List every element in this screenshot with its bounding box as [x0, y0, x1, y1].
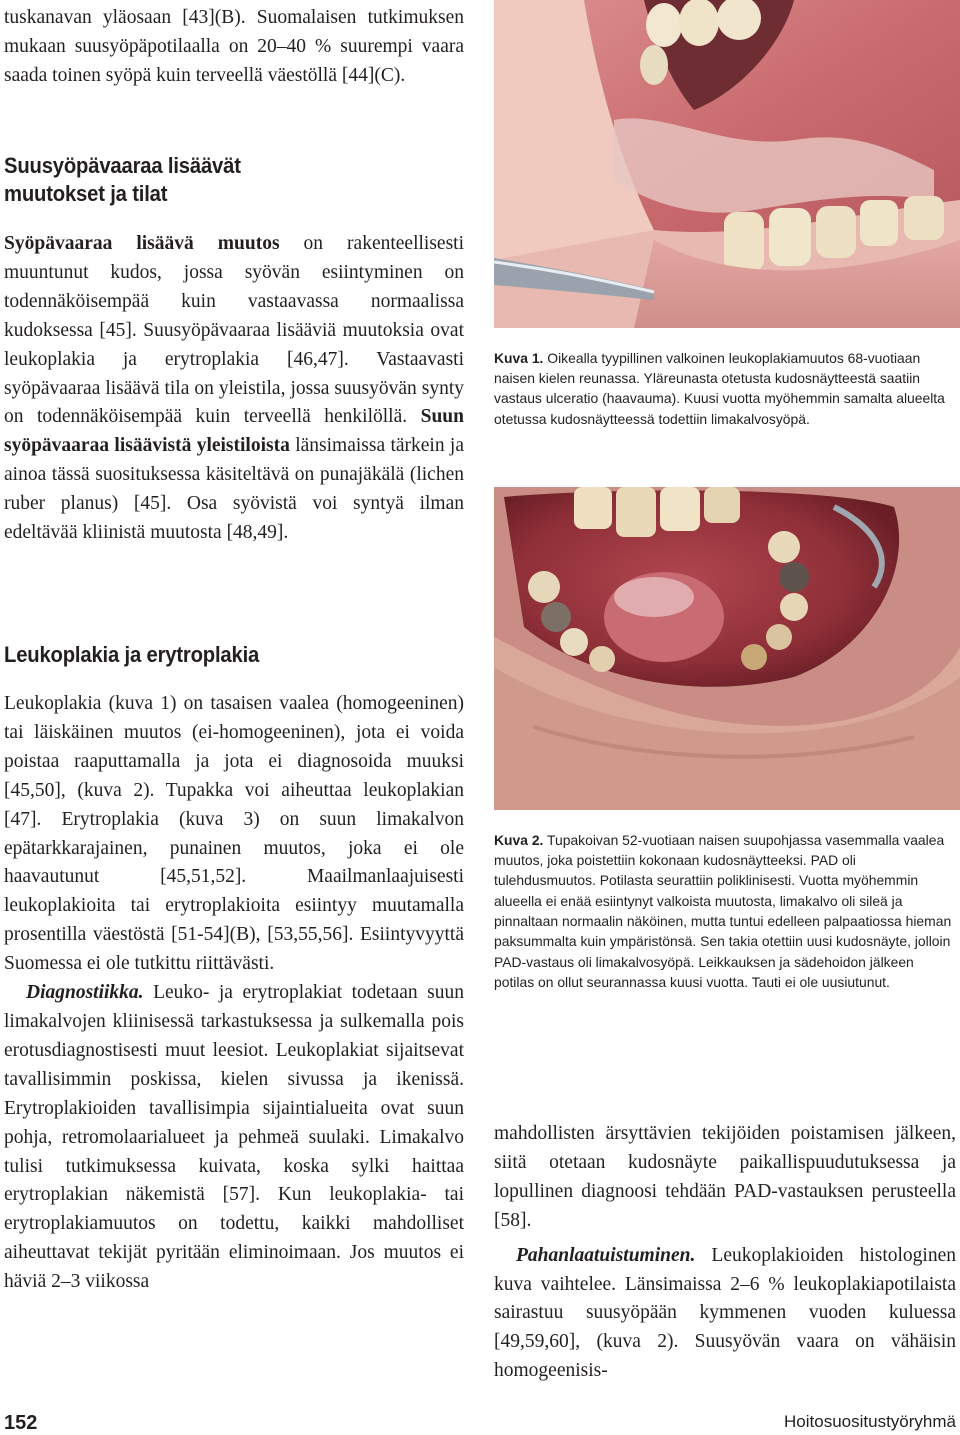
heading-leukoplakia: Leukoplakia ja erytroplakia	[4, 642, 260, 667]
section-heading-risk-changes	[4, 152, 464, 208]
diagnostics-label: Diagnostiikka.	[26, 982, 144, 1004]
malignancy-label: Pahanlaatuistuminen.	[516, 1244, 696, 1266]
figure-2-caption	[494, 816, 956, 1006]
page-number: 152	[4, 1412, 38, 1434]
biopsy-paragraph: mahdollisten ärsyttävien tekijöiden poistamisen jälkeen, siitä otetaan kudosnäyte paikallispuudutuksessa ja lopullinen diagnoosi tehdään PAD-vastauksen perusteella [58].	[494, 1123, 956, 1231]
malignancy-text: Leukoplakioiden histologinen kuva vaihtelee. Länsimaissa 2–6 % leukoplakiapotilaista sairastuu suusyöpään kymmenen vuoden kuluessa [49,59,60], (kuva 2). Suusyövän vaara on vähäisin homogeenisis-	[494, 1244, 956, 1382]
diagnostics-paragraph	[4, 979, 464, 1297]
leukoplakia-text	[4, 690, 464, 1297]
figure-1-caption	[494, 334, 956, 443]
intro-paragraph	[4, 4, 464, 91]
risk-text-2: länsimaissa tärkein ja ainoa tässä suosituksessa käsiteltävä on punajäkälä (lichen ruber planus) [45]. Osa syövistä voi syntyä ilman edeltävää kliinistä muutosta [48,49].	[4, 435, 464, 544]
term-risk-conditions: Suun syöpävaaraa lisäävistä yleistiloista	[4, 406, 464, 457]
section-heading-leukoplakia	[4, 641, 464, 669]
caption-1-text: Oikealla tyypillinen valkoinen leukoplakiamuutos 68-vuotiaan naisen kielen reunassa. Yläreunasta otetusta kudosnäytteestä saatiin vastaus ulceratio (haavauma). Kuusi vuotta myöhemmin samalta alueelta otetussa kudosnäytteessä todettiin limakalvosyöpä.	[494, 349, 945, 427]
footer-organization: Hoitosuositustyöryhmä	[784, 1412, 956, 1431]
caption-1-label: Kuva 1.	[494, 349, 544, 366]
heading-line-1: Suusyöpävaaraa lisäävät	[4, 153, 241, 178]
intro-text: tuskanavan yläosaan [43](B). Suomalaisen tutkimuksen mukaan suusyöpäpotilaalla on 20–40 % suurempi vaara saada toinen syöpä kuin terveellä väestöllä [44](C).	[4, 7, 464, 86]
caption-2-text: Tupakoivan 52-vuotiaan naisen suupohjassa vasemmalla vaalea muutos, joka poistettiin kokonaan kudosnäytteeksi. PAD oli tulehdusmuutos. Potilasta seurattiin poliklinisesti. Vuotta myöhemmin alueella ei enää esiintynyt valkoista muutosta, limakalvo oli sileä ja pinnaltaan normaalin näköinen, mutta tuntui edelleen palpaatiossa hieman paksummalta kuin ympäristönsä. Sen takia otettiin uusi kudosnäyte, jolloin PAD-vastaus oli limakalvosyöpä. Leikkauksen ja sädehoidon jälkeen potilas on ollut seurannassa kuusi vuotta. Tauti ei ole uusiutunut.	[494, 831, 952, 990]
malignancy-paragraph	[494, 1242, 956, 1387]
heading-line-2: muutokset ja tilat	[4, 181, 168, 206]
leukoplakia-paragraph: Leukoplakia (kuva 1) on tasaisen vaalea (homogeeninen) tai läiskäinen muutos (ei-homogeeninen), jota ei voida poistaa raaputtamalla ja jota ei diagnosoida muuksi [45,50], (kuva 2). Tupakka voi aiheuttaa leukoplakian [47]. Erytroplakia (kuva 3) on suun limakalvon epätarkkarajainen, punainen muutos, joka ei ole haavautunut [45,51,52]. Maailmanlaajuisesti leukoplakioita tai erytroplakioita esiintyy muutamalla prosentilla väestöstä [51-54](B), [53,55,56]. Esiintyvyyttä Suomessa ei ole tutkittu riittävästi.	[4, 693, 464, 975]
caption-2-label: Kuva 2.	[494, 831, 544, 848]
term-risk-change: Syöpävaaraa lisäävä muutos	[4, 233, 280, 254]
diagnostics-text: Leuko- ja erytroplakiat todetaan suun limakalvojen kliinisessä tarkastuksessa ja sulkemalla pois erotusdiagnostisesti muut leesiot. Leukoplakiat sijaitsevat tavallisimmin poskissa, kielen sivussa ja ikenissä. Erytroplakioiden tavallisimpia sijaintialueita ovat suun pohja, retromolaarialueet ja pehmeä suulaki. Limakalvo tulisi tutkimuksessa kuivata, koska sylki haittaa erytroplakian näkemistä [57]. Kun leukoplakia- tai erytroplakiamuutos on todettu, kaikki mahdolliset aiheuttavat tekijät pyritään eliminoimaan. Jos muutos ei häviä 2–3 viikossa	[4, 982, 464, 1293]
figure-1-photo	[494, 0, 960, 328]
figure-2-photo	[494, 487, 960, 810]
right-column-text	[494, 1120, 956, 1386]
risk-changes-paragraph	[4, 230, 464, 548]
risk-text-1: on rakenteellisesti muuntunut kudos, jossa syövän esiintyminen on todennäköisempää kuin vastaavassa normaalissa kudoksessa [45]. Suusyöpävaaraa lisääviä muutoksia ovat leukoplakia ja erytroplakia [46,47]. Vastaavasti syöpävaaraa lisäävä tila on yleistila, jossa suusyövän synty on todennäköisempää kuin terveellä henkilöllä.	[4, 233, 464, 428]
